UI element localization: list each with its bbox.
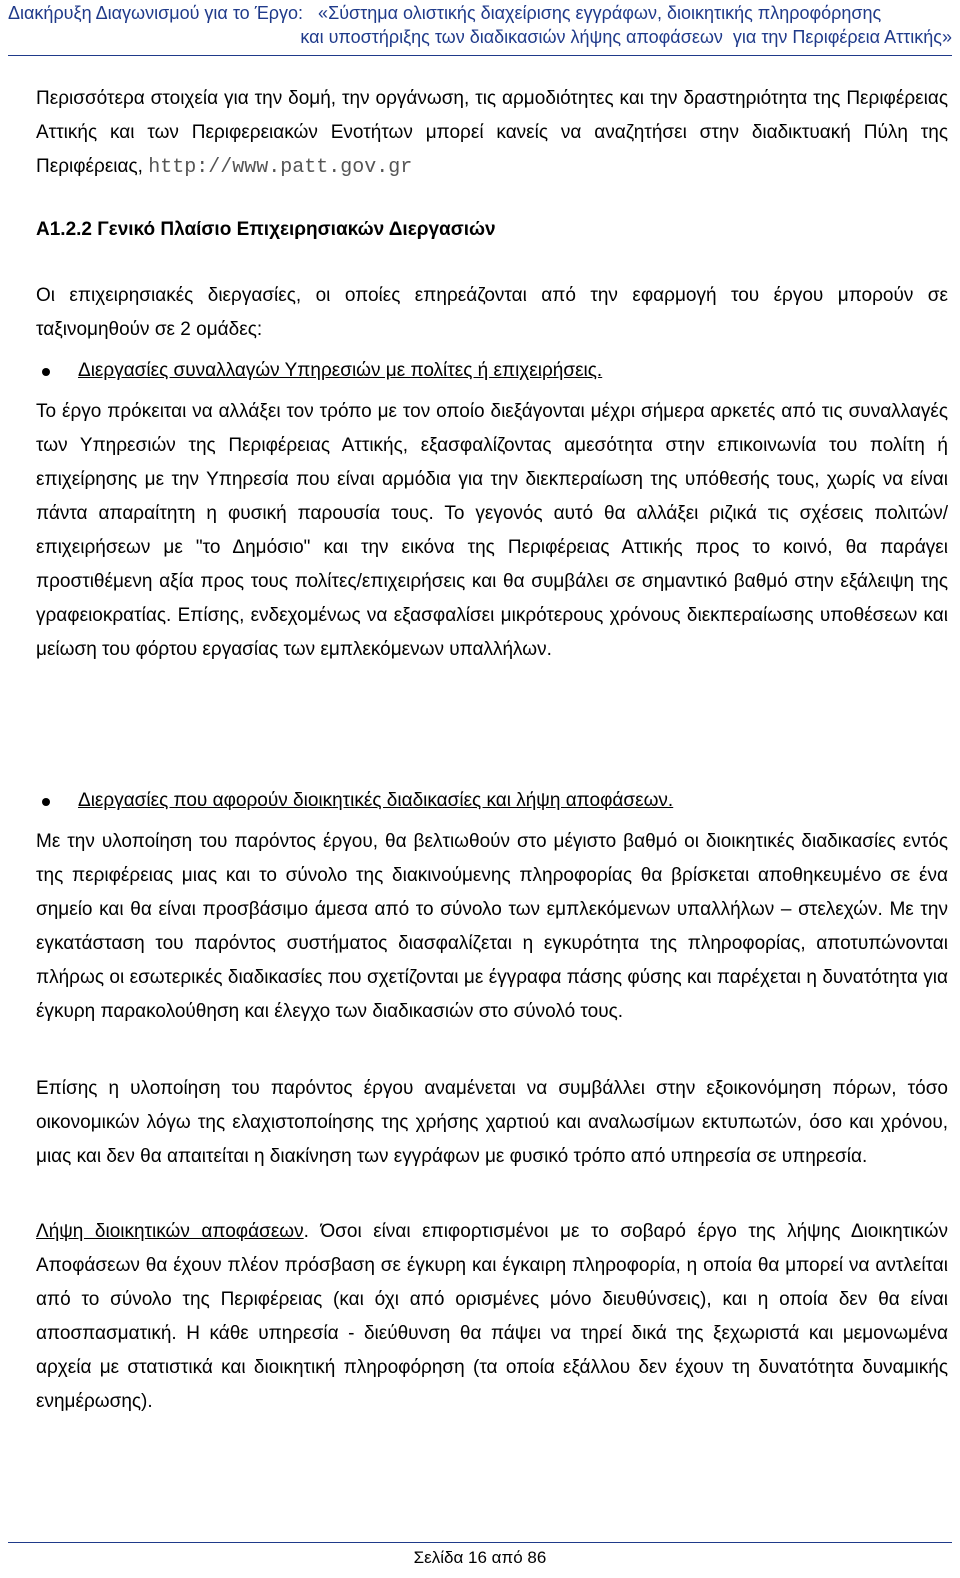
- paragraph-text: Με την υλοποίηση του παρόντος έργου, θα βελτιωθούν στο μέγιστο βαθμό οι διοικητικές διαδικασίες εντός της περιφέρειας μιας και το σύνολο της διακινούμενης πληροφορίας θα βρίσκεται αποθηκευμένο σε ένα σημείο και θα είναι προσβάσιμο άμεσα από το σύνολο των εμπλεκόμενων υπαλλήλων – στελεχών. Με την εγκατάσταση του παρόντος συστήματος διασφαλίζεται η εγκυρότητα της πληροφορίας, αποτυπώνονται πλήρως οι εσωτερικές διαδικασίες που σχετίζονται με έγγραφα πάσης φύσης και παρέχεται η δυνατότητα για έγκυρη παρακολούθηση και έλεγχο των διαδικασιών στο σύνολό τους.: [36, 831, 948, 1022]
- website-link[interactable]: http://www.patt.gov.gr: [148, 156, 413, 179]
- paragraph-text: Το έργο πρόκειται να αλλάξει τον τρόπο με τον οποίο διεξάγονται μέχρι σήμερα αρκετές από τις συναλλαγές των Υπηρεσιών της Περιφέρειας Αττικής, εξασφαλίζοντας αμεσότητα στην επικοινωνία του πολίτη ή επιχείρησης με την Υπηρεσία που είναι αρμόδια για την διεκπεραίωση της υπόθεσής τους, χωρίς να είναι πάντα απαραίτητη η φυσική παρουσία τους. Το γεγονός αυτό θα αλλάξει ριζικά τις σχέσεις πολιτών/επιχειρήσεων με "το Δημόσιο" και την εικόνα της Περιφέρειας Αττικής προς το κοινό, θα παράγει προστιθέμενη αξία προς τους πολίτες/επιχειρήσεις και θα συμβάλει σε σημαντικό βαθμό στην εξάλειψη της γραφειοκρατίας. Επίσης, ενδεχομένως να εξασφαλίσει μικρότερους χρόνους διεκπεραίωσης υποθέσεων και μείωση του φόρτου εργασίας των εμπλεκόμενων υπαλλήλων.: [36, 401, 948, 660]
- header-title-line-2: και υποστήριξης των διαδικασιών λήψης αποφάσεων για την Περιφέρεια Αττικής»: [300, 27, 952, 47]
- paragraph-decisions: [36, 1215, 948, 1419]
- bullet-item-transactions: [36, 354, 948, 388]
- paragraph-text: Επίσης η υλοποίηση του παρόντος έργου αναμένεται να συμβάλλει στην εξοικονόμηση πόρων, τόσο οικονομικών λόγω της ελαχιστοποίησης της χρήσης χαρτιού και αναλωσίμων εκτυπωτών, όσο και χρόνου, μιας και δεν θα απαιτείται η διακίνηση των εγγράφων με φυσικό τρόπο από υπηρεσία σε υπηρεσία.: [36, 1078, 948, 1167]
- intro-text: Περισσότερα στοιχεία για την δομή, την οργάνωση, τις αρμοδιότητες και την δραστηριότητα της Περιφέρειας Αττικής και των Περιφερειακών Ενοτήτων μπορεί κανείς να αναζητήσει στην διαδικτυακή Πύλη της Περιφέρειας,: [36, 88, 948, 177]
- decisions-text: . Όσοι είναι επιφορτισμένοι με το σοβαρό έργο της λήψης Διοικητικών Αποφάσεων θα έχουν πλέον πρόσβαση σε έγκυρη και έγκαιρη πληροφορία, η οποία θα μπορεί να αντλείται από το σύνολο της Περιφέρειας (και όχι από ορισμένες μόνο διευθύνσεις), και η οποία δεν θα είναι αποσπασματική. Η κάθε υπηρεσία - διεύθυνση θα πάψει να τηρεί δικά της ξεχωριστά και μεμονωμένα αρχεία με στατιστικά και διοικητική πληροφόρηση (τα οποία εξάλλου δεν έχουν τη δυνατότητα δυναμικής ενημέρωσης).: [36, 1221, 948, 1412]
- bullet-text: Διεργασίες που αφορούν διοικητικές διαδικασίες και λήψη αποφάσεων.: [78, 790, 674, 811]
- paragraph-transactions: [36, 395, 948, 667]
- header-divider: [8, 55, 952, 56]
- footer-divider: [8, 1542, 952, 1543]
- page-header: [0, 0, 960, 58]
- section-heading: [36, 213, 948, 247]
- page-number: Σελίδα 16 από 86: [413, 1548, 547, 1567]
- section-number: Α1.2.2: [36, 219, 92, 240]
- bullet-item-administrative: [36, 784, 948, 818]
- header-title-line-1: Διακήρυξη Διαγωνισμού για το Έργο: «Σύστημα ολιστικής διαχείρισης εγγράφων, διοικητικής πληροφόρησης: [8, 3, 882, 23]
- paragraph-savings: [36, 1072, 948, 1174]
- section-intro-paragraph: [36, 279, 948, 347]
- decisions-lead: Λήψη διοικητικών αποφάσεων: [36, 1221, 304, 1242]
- paragraph-administrative: [36, 825, 948, 1029]
- bullet-icon: [42, 798, 50, 806]
- intro-paragraph: [36, 82, 948, 185]
- bullet-text: Διεργασίες συναλλαγών Υπηρεσιών με πολίτες ή επιχειρήσεις.: [78, 360, 603, 381]
- bullet-icon: [42, 368, 50, 376]
- page-footer: [0, 1540, 960, 1578]
- section-intro-text: Οι επιχειρησιακές διεργασίες, οι οποίες επηρεάζονται από την εφαρμογή του έργου μπορούν σε ταξινομηθούν σε 2 ομάδες:: [36, 285, 948, 340]
- section-title: Γενικό Πλαίσιο Επιχειρησιακών Διεργασιών: [97, 219, 496, 240]
